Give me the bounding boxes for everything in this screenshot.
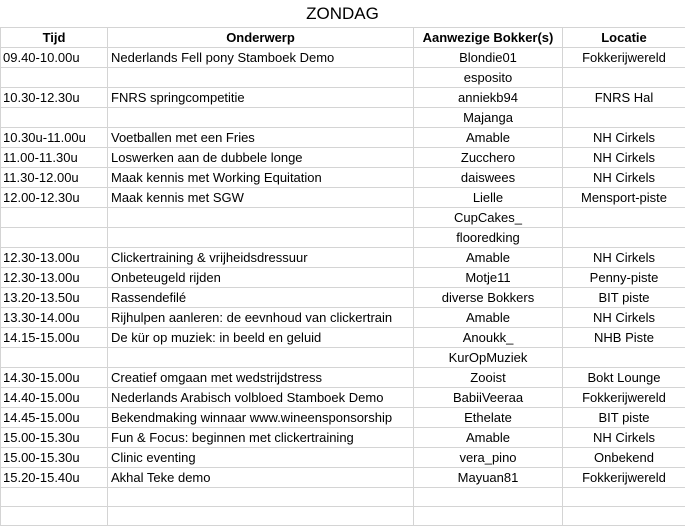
cell-tijd[interactable] <box>1 228 108 248</box>
cell-locatie[interactable]: Fokkerijwereld <box>563 388 685 408</box>
sheet-title: ZONDAG <box>0 0 685 27</box>
cell-locatie[interactable]: NH Cirkels <box>563 308 685 328</box>
cell-tijd[interactable]: 12.30-13.00u <box>1 248 108 268</box>
cell-tijd[interactable]: 15.00-15.30u <box>1 448 108 468</box>
cell-locatie[interactable]: Mensport-piste <box>563 188 685 208</box>
cell-locatie[interactable] <box>563 348 685 368</box>
cell-onderwerp[interactable]: Voetballen met een Fries <box>108 128 414 148</box>
cell-bokkers[interactable]: Blondie01 <box>414 48 563 68</box>
table-row <box>1 228 685 248</box>
header-row <box>1 28 685 48</box>
cell-onderwerp[interactable]: Rijhulpen aanleren: de eevnhoud van clickertrain <box>108 308 414 328</box>
cell-tijd[interactable]: 10.30u-11.00u <box>1 128 108 148</box>
table-row <box>1 208 685 228</box>
table-row <box>1 88 685 108</box>
cell-bokkers[interactable]: Amable <box>414 248 563 268</box>
cell-locatie[interactable] <box>563 228 685 248</box>
cell-locatie[interactable]: NH Cirkels <box>563 148 685 168</box>
cell-tijd[interactable] <box>1 507 108 526</box>
cell-onderwerp[interactable] <box>108 348 414 368</box>
cell-bokkers[interactable]: KurOpMuziek <box>414 348 563 368</box>
cell-tijd[interactable]: 14.15-15.00u <box>1 328 108 348</box>
cell-onderwerp[interactable]: Creatief omgaan met wedstrijdstress <box>108 368 414 388</box>
cell-tijd[interactable]: 14.45-15.00u <box>1 408 108 428</box>
table-row <box>1 128 685 148</box>
cell-bokkers[interactable]: Mayuan81 <box>414 468 563 488</box>
header-locatie[interactable]: Locatie <box>563 28 685 48</box>
cell-onderwerp[interactable]: Bekendmaking winnaar www.wineensponsorship <box>108 408 414 428</box>
cell-onderwerp[interactable]: Loswerken aan de dubbele longe <box>108 148 414 168</box>
cell-bokkers[interactable]: Majanga <box>414 108 563 128</box>
cell-locatie[interactable]: NHB Piste <box>563 328 685 348</box>
cell-bokkers[interactable]: diverse Bokkers <box>414 288 563 308</box>
cell-locatie[interactable]: Bokt Lounge <box>563 368 685 388</box>
table-row <box>1 168 685 188</box>
table-row <box>1 268 685 288</box>
cell-locatie[interactable] <box>563 507 685 526</box>
header-onderwerp[interactable]: Onderwerp <box>108 28 414 48</box>
cell-locatie[interactable]: BIT piste <box>563 288 685 308</box>
cell-onderwerp[interactable] <box>108 208 414 228</box>
cell-tijd[interactable] <box>1 208 108 228</box>
cell-onderwerp[interactable] <box>108 68 414 88</box>
cell-locatie[interactable] <box>563 208 685 228</box>
table-row <box>1 148 685 168</box>
cell-tijd[interactable]: 15.20-15.40u <box>1 468 108 488</box>
cell-tijd[interactable]: 13.30-14.00u <box>1 308 108 328</box>
table-row <box>1 448 685 468</box>
table-row <box>1 188 685 208</box>
cell-bokkers[interactable]: Zucchero <box>414 148 563 168</box>
cell-tijd[interactable]: 10.30-12.30u <box>1 88 108 108</box>
cell-onderwerp[interactable]: De kür op muziek: in beeld en geluid <box>108 328 414 348</box>
cell-tijd[interactable] <box>1 348 108 368</box>
table-row <box>1 108 685 128</box>
cell-tijd[interactable]: 14.40-15.00u <box>1 388 108 408</box>
cell-onderwerp[interactable]: Maak kennis met Working Equitation <box>108 168 414 188</box>
cell-locatie[interactable]: FNRS Hal <box>563 88 685 108</box>
cell-onderwerp[interactable]: Onbeteugeld rijden <box>108 268 414 288</box>
cell-bokkers[interactable] <box>414 507 563 526</box>
cell-locatie[interactable]: NH Cirkels <box>563 168 685 188</box>
cell-bokkers[interactable]: esposito <box>414 68 563 88</box>
cell-tijd[interactable]: 11.00-11.30u <box>1 148 108 168</box>
header-tijd[interactable]: Tijd <box>1 28 108 48</box>
cell-bokkers[interactable]: BabiiVeeraa <box>414 388 563 408</box>
table-row <box>1 308 685 328</box>
cell-onderwerp[interactable] <box>108 228 414 248</box>
cell-tijd[interactable]: 13.20-13.50u <box>1 288 108 308</box>
cell-onderwerp[interactable] <box>108 507 414 526</box>
cell-bokkers[interactable]: Motje11 <box>414 268 563 288</box>
cell-locatie[interactable]: NH Cirkels <box>563 128 685 148</box>
cell-onderwerp[interactable]: Maak kennis met SGW <box>108 188 414 208</box>
table-row <box>1 468 685 488</box>
cell-locatie[interactable]: BIT piste <box>563 408 685 428</box>
cell-bokkers[interactable]: Amable <box>414 308 563 328</box>
cell-tijd[interactable]: 14.30-15.00u <box>1 368 108 388</box>
table-row <box>1 388 685 408</box>
cell-bokkers[interactable]: anniekb94 <box>414 88 563 108</box>
cell-bokkers[interactable]: flooredking <box>414 228 563 248</box>
cell-onderwerp[interactable]: Clinic eventing <box>108 448 414 468</box>
table-row <box>1 288 685 308</box>
cell-onderwerp[interactable] <box>108 488 414 507</box>
schedule-table <box>0 27 685 526</box>
cell-onderwerp[interactable]: Fun & Focus: beginnen met clickertraining <box>108 428 414 448</box>
cell-locatie[interactable] <box>563 488 685 507</box>
cell-locatie[interactable]: NH Cirkels <box>563 248 685 268</box>
cell-tijd[interactable]: 11.30-12.00u <box>1 168 108 188</box>
cell-tijd[interactable]: 12.30-13.00u <box>1 268 108 288</box>
header-bokkers[interactable]: Aanwezige Bokker(s) <box>414 28 563 48</box>
cell-onderwerp[interactable]: Nederlands Arabisch volbloed Stamboek Demo <box>108 388 414 408</box>
cell-bokkers[interactable]: Anoukk_ <box>414 328 563 348</box>
table-row <box>1 507 685 526</box>
cell-bokkers[interactable]: vera_pino <box>414 448 563 468</box>
cell-bokkers[interactable]: daiswees <box>414 168 563 188</box>
cell-bokkers[interactable]: Amable <box>414 128 563 148</box>
cell-tijd[interactable] <box>1 68 108 88</box>
cell-locatie[interactable] <box>563 108 685 128</box>
table-row <box>1 348 685 368</box>
cell-locatie[interactable]: NH Cirkels <box>563 428 685 448</box>
cell-locatie[interactable] <box>563 68 685 88</box>
cell-locatie[interactable]: Penny-piste <box>563 268 685 288</box>
table-row <box>1 248 685 268</box>
cell-bokkers[interactable] <box>414 488 563 507</box>
cell-onderwerp[interactable]: Akhal Teke demo <box>108 468 414 488</box>
cell-tijd[interactable] <box>1 108 108 128</box>
table-row <box>1 428 685 448</box>
cell-locatie[interactable]: Fokkerijwereld <box>563 48 685 68</box>
cell-onderwerp[interactable] <box>108 108 414 128</box>
cell-tijd[interactable]: 15.00-15.30u <box>1 428 108 448</box>
cell-onderwerp[interactable]: Nederlands Fell pony Stamboek Demo <box>108 48 414 68</box>
cell-onderwerp[interactable]: FNRS springcompetitie <box>108 88 414 108</box>
table-row <box>1 328 685 348</box>
cell-onderwerp[interactable]: Clickertraining & vrijheidsdressuur <box>108 248 414 268</box>
cell-locatie[interactable]: Fokkerijwereld <box>563 468 685 488</box>
table-row <box>1 68 685 88</box>
table-row <box>1 488 685 507</box>
cell-tijd[interactable] <box>1 488 108 507</box>
cell-tijd[interactable]: 09.40-10.00u <box>1 48 108 68</box>
table-row <box>1 368 685 388</box>
cell-tijd[interactable]: 12.00-12.30u <box>1 188 108 208</box>
cell-locatie[interactable]: Onbekend <box>563 448 685 468</box>
cell-bokkers[interactable]: Zooist <box>414 368 563 388</box>
table-row <box>1 408 685 428</box>
cell-bokkers[interactable]: Lielle <box>414 188 563 208</box>
cell-bokkers[interactable]: Amable <box>414 428 563 448</box>
cell-bokkers[interactable]: CupCakes_ <box>414 208 563 228</box>
cell-bokkers[interactable]: Ethelate <box>414 408 563 428</box>
cell-onderwerp[interactable]: Rassendefilé <box>108 288 414 308</box>
table-row <box>1 48 685 68</box>
